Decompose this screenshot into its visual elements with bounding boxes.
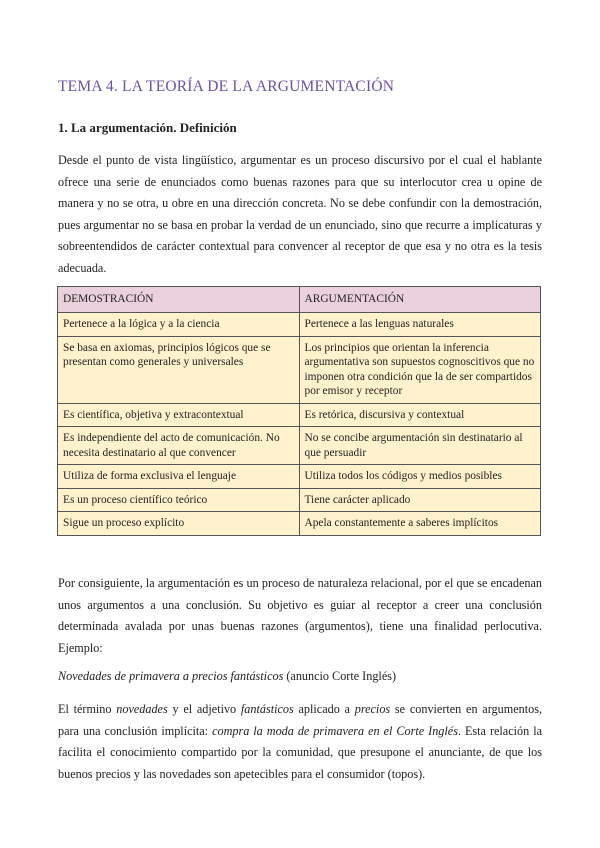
paragraph-definition: Desde el punto de vista lingüístico, argumentar es un proceso discursivo por el cual el hablante ofrece una serie de enunciados como buenas razones para que su interlocutor crea u opine de manera y no se otra, u obre en una dirección concreta. No se debe confundir con la demostración, pues argumentar no se basa en probar la verdad de un enunciado, sino que recurre a implicaturas y sobreentendidos de carácter contextual para convencer al receptor de que esa y no otra es la tesis adecuada. [58,153,542,275]
table-cell: Es un proceso científico teórico [58,488,300,512]
comparison-table [57,286,541,536]
table-cell: Los principios que orientan la inferencia argumentativa son supuestos cognoscitivos que no imponen otra condición que la de ser compartidos por emisor y receptor [299,336,541,403]
example-slogan: Novedades de primavera a precios fantásticos [58,669,284,683]
paragraph-conclusion: Por consiguiente, la argumentación es un proceso de naturaleza relacional, por el que se encadenan unos argumentos a una conclusión. Su objetivo es guiar al receptor a creer una conclusión determinada avalada por unas buenas razones (argumentos), tiene una finalidad perlocutiva. Ejemplo: [58,576,542,655]
table-row [58,313,541,337]
table-header-cell: DEMOSTRACIÓN [58,287,300,313]
table-cell: Se basa en axiomas, principios lógicos que se presentan como generales y universales [58,336,300,403]
table-cell: Utiliza de forma exclusiva el lenguaje [58,465,300,489]
table-row [58,336,541,403]
document-title: TEMA 4. LA TEORÍA DE LA ARGUMENTACIÓN [58,78,395,95]
term-novedades: novedades [116,702,168,716]
table-cell: Sigue un proceso explícito [58,512,300,536]
table-header-cell: ARGUMENTACIÓN [299,287,541,313]
table-row [58,427,541,465]
text-segment: . Esta relación la facilita el conocimiento compartido por la comunidad, que presupone el anunciante, de que los buenos precios y las novedades son apetecibles para el consumidor (topos). [58,723,542,781]
paragraph-explanation [58,699,542,785]
table-cell: Pertenece a la lógica y a la ciencia [58,313,300,337]
table-cell: No se concibe argumentación sin destinatario al que persuadir [299,427,541,465]
table-header-row [58,287,541,313]
implicit-conclusion: compra la moda de primavera en el Corte Inglés [212,723,458,738]
section-heading: 1. La argumentación. Definición [58,120,237,135]
text-segment: se convierten en argumentos, para una conclusión implícita: [58,702,542,738]
example-line [58,666,542,688]
text-segment: y el adjetivo [167,702,241,716]
table-cell: Tiene carácter aplicado [299,488,541,512]
table-row [58,465,541,489]
text-segment: El término [58,702,117,716]
table-row [58,403,541,427]
table-cell: Apela constantemente a saberes implícitos [299,512,541,536]
table-row [58,488,541,512]
table-cell: Utiliza todos los códigos y medios posibles [299,465,541,489]
table-row [58,512,541,536]
table-cell: Es científica, objetiva y extracontextual [58,403,300,427]
term-fantasticos: fantásticos [240,702,294,716]
table-cell: Es independiente del acto de comunicación. No necesita destinatario al que convencer [58,427,300,465]
term-precios: precios [354,702,391,716]
table-cell: Es retórica, discursiva y contextual [299,403,541,427]
example-source: (anuncio Corte Inglés) [283,669,397,683]
text-segment: aplicado a [293,702,355,716]
table-cell: Pertenece a las lenguas naturales [299,313,541,337]
